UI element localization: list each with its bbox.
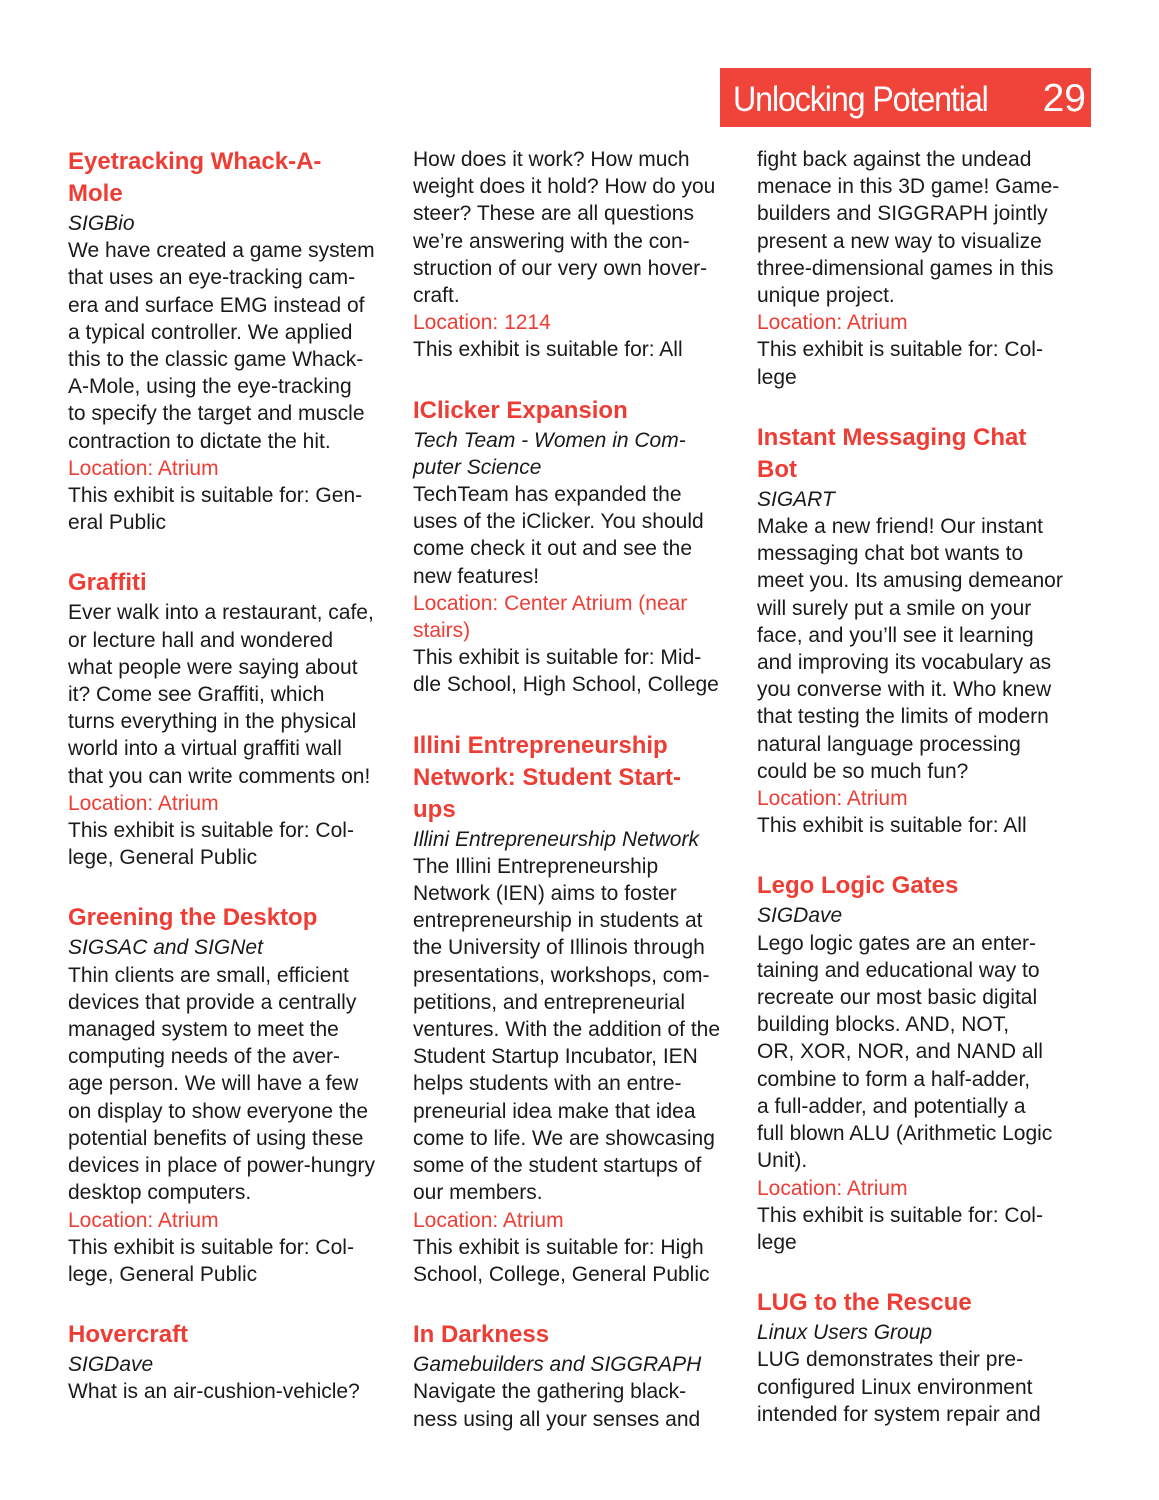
exhibit-description-line: builders and SIGGRAPH jointly xyxy=(757,202,1048,226)
page-number: 29 xyxy=(1042,77,1086,120)
exhibit-title-line: Instant Messaging Chat xyxy=(757,423,1027,451)
exhibit-entry xyxy=(68,146,408,536)
exhibit-suitability xyxy=(757,812,1097,839)
exhibit-description-line: new features! xyxy=(413,564,540,588)
exhibit-description-line: Network (IEN) aims to foster xyxy=(413,882,677,906)
exhibit-location xyxy=(757,309,1097,336)
exhibit-organization xyxy=(413,427,753,481)
exhibit-title-line: Mole xyxy=(68,180,123,207)
exhibit-description-line: We have created a game system xyxy=(68,239,375,263)
exhibit-suitability xyxy=(68,1234,408,1288)
exhibit-organization-line: Illini Entrepreneurship Network xyxy=(413,827,699,851)
exhibit-description-line: will surely put a smile on your xyxy=(757,596,1032,620)
exhibit-description-line: contraction to dictate the hit. xyxy=(68,429,331,453)
exhibit-suitability-line: This exhibit is suitable for: Col- xyxy=(68,819,354,843)
exhibit-suitability xyxy=(413,336,753,363)
exhibit-description-line: era and surface EMG instead of xyxy=(68,293,365,317)
exhibit-suitability-line: lege, General Public xyxy=(68,1262,258,1286)
exhibit-description-line: desktop computers. xyxy=(68,1181,252,1205)
exhibit-description xyxy=(68,599,408,789)
section-title: Unlocking Potential xyxy=(733,80,988,119)
exhibit-description-line: What is an air-cushion-vehicle? xyxy=(68,1380,360,1404)
column-3 xyxy=(757,146,1097,1459)
exhibit-organization xyxy=(757,486,1097,513)
exhibit-description-line: meet you. Its amusing demeanor xyxy=(757,569,1063,593)
exhibit-title-line: ups xyxy=(413,795,456,823)
exhibit-location-line: Location: Atrium xyxy=(68,791,219,815)
exhibit-location xyxy=(68,790,408,817)
exhibit-description-line: on display to show everyone the xyxy=(68,1099,369,1123)
exhibit-description-line: come check it out and see the xyxy=(413,537,692,561)
column-2 xyxy=(413,146,753,1464)
exhibit-description xyxy=(68,237,408,455)
exhibit-suitability-line: This exhibit is suitable for: Col- xyxy=(757,1203,1043,1227)
exhibit-description-line: recreate our most basic digital xyxy=(757,986,1038,1010)
exhibit-title xyxy=(68,146,408,210)
exhibit-entry xyxy=(757,1287,1097,1428)
exhibit-suitability xyxy=(68,817,408,871)
exhibit-title xyxy=(413,730,753,826)
exhibit-title xyxy=(413,395,753,427)
exhibit-title-line: Greening the Desktop xyxy=(68,904,318,932)
exhibit-location-line: Location: 1214 xyxy=(413,311,551,335)
exhibit-organization-line: Linux Users Group xyxy=(757,1321,933,1345)
exhibit-description-line: devices that provide a centrally xyxy=(68,990,357,1014)
exhibit-location xyxy=(68,455,408,482)
exhibit-organization-line: SIGDave xyxy=(757,904,843,928)
exhibit-title xyxy=(757,1287,1097,1319)
exhibit-description-line: preneurial idea make that idea xyxy=(413,1099,696,1123)
exhibit-organization-line: Tech Team - Women in Com- xyxy=(413,428,686,452)
exhibit-description xyxy=(757,1346,1097,1428)
exhibit-description-line: could be so much fun? xyxy=(757,759,969,783)
exhibit-description-line: taining and educational way to xyxy=(757,958,1040,982)
exhibit-description-line: world into a virtual graffiti wall xyxy=(68,737,342,761)
exhibit-description-line: weight does it hold? How do you xyxy=(413,175,716,199)
exhibit-description-line: face, and you’ll see it learning xyxy=(757,623,1034,647)
exhibit-description-line: How does it work? How much xyxy=(413,148,690,171)
exhibit-title-line: Eyetracking Whack-A- xyxy=(68,148,322,175)
exhibit-suitability-line: lege xyxy=(757,1230,797,1254)
exhibit-description-line: ventures. With the addition of the xyxy=(413,1018,721,1042)
exhibit-description-line: steer? These are all questions xyxy=(413,202,694,226)
exhibit-suitability-line: This exhibit is suitable for: All xyxy=(413,338,683,362)
exhibit-description-line: what people were saying about xyxy=(68,655,358,679)
exhibit-entry xyxy=(757,422,1097,840)
exhibit-location xyxy=(757,785,1097,812)
exhibit-title-line: Network: Student Start- xyxy=(413,763,682,791)
exhibit-suitability-line: This exhibit is suitable for: Mid- xyxy=(413,646,702,670)
exhibit-description-line: menace in this 3D game! Game- xyxy=(757,175,1060,199)
exhibit-description-line: full blown ALU (Arithmetic Logic xyxy=(757,1122,1053,1146)
exhibit-description-line: it? Come see Graffiti, which xyxy=(68,683,325,707)
exhibit-location-line: Location: Atrium xyxy=(757,787,908,811)
exhibit-location-line: Location: Atrium xyxy=(413,1208,564,1232)
exhibit-organization xyxy=(68,934,408,961)
exhibit-organization-line: SIGSAC and SIGNet xyxy=(68,936,263,960)
exhibit-title-line: Lego Logic Gates xyxy=(757,872,959,900)
exhibit-title-line: Graffiti xyxy=(68,569,147,597)
exhibit-description-line: or lecture hall and wondered xyxy=(68,628,334,652)
exhibit-description-line: three-dimensional games in this xyxy=(757,256,1054,280)
exhibit-suitability-line: eral Public xyxy=(68,511,167,535)
exhibit-organization-line: SIGBio xyxy=(68,212,135,235)
exhibit-location xyxy=(413,590,753,644)
exhibit-description-line: A-Mole, using the eye-tracking xyxy=(68,375,352,399)
exhibit-suitability-line: dle School, High School, College xyxy=(413,673,719,697)
exhibit-description xyxy=(757,513,1097,785)
exhibit-entry xyxy=(413,730,753,1288)
exhibit-description-line: Ever walk into a restaurant, cafe, xyxy=(68,601,374,625)
exhibit-description-line: you converse with it. Who knew xyxy=(757,678,1052,702)
exhibit-description-line: a full-adder, and potentially a xyxy=(757,1094,1026,1118)
exhibit-description-line: Thin clients are small, efficient xyxy=(68,963,349,987)
exhibit-location-line: Location: Atrium xyxy=(68,1208,219,1232)
exhibit-description-line: the University of Illinois through xyxy=(413,936,705,960)
exhibit-organization xyxy=(757,1319,1097,1346)
exhibit-description-line: OR, XOR, NOR, and NAND all xyxy=(757,1040,1043,1064)
exhibit-description-line: present a new way to visualize xyxy=(757,229,1042,253)
exhibit-suitability xyxy=(757,1202,1097,1256)
exhibit-description-line: presentations, workshops, com- xyxy=(413,963,710,987)
exhibit-description-line: uses of the iClicker. You should xyxy=(413,510,704,534)
exhibit-organization-line: SIGDave xyxy=(68,1353,154,1377)
exhibit-description-line: come to life. We are showcasing xyxy=(413,1126,715,1150)
exhibit-description-line: age person. We will have a few xyxy=(68,1072,359,1096)
exhibit-title xyxy=(757,422,1097,486)
exhibit-description-line: devices in place of power-hungry xyxy=(68,1154,376,1178)
exhibit-suitability xyxy=(757,336,1097,390)
exhibit-suitability xyxy=(68,482,408,536)
exhibit-description-line: combine to form a half-adder, xyxy=(757,1067,1031,1091)
exhibit-description-line: building blocks. AND, NOT, xyxy=(757,1013,1010,1037)
column-1 xyxy=(68,146,408,1437)
exhibit-description-line: Unit). xyxy=(757,1149,808,1173)
exhibit-description-line: configured Linux environment xyxy=(757,1375,1033,1399)
exhibit-description-line: a typical controller. We applied xyxy=(68,320,353,344)
exhibit-description-line: LUG demonstrates their pre- xyxy=(757,1348,1024,1372)
exhibit-description-line: Make a new friend! Our instant xyxy=(757,515,1043,539)
exhibit-description xyxy=(413,1378,753,1432)
exhibit-description-line: to specify the target and muscle xyxy=(68,402,365,426)
exhibit-organization-line: Gamebuilders and SIGGRAPH xyxy=(413,1353,702,1377)
exhibit-organization xyxy=(413,1351,753,1378)
exhibit-description-line: struction of our very own hover- xyxy=(413,256,708,280)
exhibit-title-line: Hovercraft xyxy=(68,1321,189,1349)
exhibit-suitability-line: This exhibit is suitable for: Col- xyxy=(68,1235,354,1259)
exhibit-entry xyxy=(413,395,753,699)
exhibit-description-line: craft. xyxy=(413,284,460,308)
exhibit-description-line: fight back against the undead xyxy=(757,148,1032,171)
exhibit-description xyxy=(413,853,753,1207)
exhibit-description xyxy=(757,930,1097,1175)
exhibit-organization-line: puter Science xyxy=(413,455,542,479)
exhibit-entry xyxy=(68,567,408,871)
exhibit-description-line: and improving its vocabulary as xyxy=(757,651,1052,675)
exhibit-entry xyxy=(413,146,753,364)
exhibit-suitability-line: This exhibit is suitable for: Col- xyxy=(757,338,1043,362)
exhibit-location xyxy=(413,1207,753,1234)
exhibit-organization xyxy=(68,210,408,237)
exhibit-organization-line: SIGART xyxy=(757,487,835,511)
exhibit-description-line: Student Startup Incubator, IEN xyxy=(413,1045,698,1069)
exhibit-suitability xyxy=(413,1234,753,1288)
exhibit-entry xyxy=(68,902,408,1288)
exhibit-description xyxy=(68,962,408,1207)
exhibit-description-line: that testing the limits of modern xyxy=(757,705,1049,729)
exhibit-title xyxy=(68,1319,408,1351)
exhibit-description-line: Navigate the gathering black- xyxy=(413,1380,687,1404)
exhibit-description xyxy=(68,1378,408,1405)
exhibit-suitability-line: This exhibit is suitable for: High xyxy=(413,1235,704,1259)
exhibit-description-line: unique project. xyxy=(757,284,895,308)
exhibit-description-line: that you can write comments on! xyxy=(68,764,371,788)
exhibit-description-line: we’re answering with the con- xyxy=(413,229,690,253)
exhibit-title xyxy=(68,567,408,599)
exhibit-suitability-line: School, College, General Public xyxy=(413,1262,710,1286)
exhibit-description-line: that uses an eye-tracking cam- xyxy=(68,266,356,290)
exhibit-suitability-line: This exhibit is suitable for: Gen- xyxy=(68,484,363,508)
exhibit-location-line: Location: Atrium xyxy=(757,1176,908,1200)
exhibit-title-line: LUG to the Rescue xyxy=(757,1289,972,1317)
exhibit-description-line: helps students with an entre- xyxy=(413,1072,682,1096)
exhibit-description-line: computing needs of the aver- xyxy=(68,1045,340,1069)
exhibit-entry xyxy=(757,146,1097,391)
exhibit-title-line: IClicker Expansion xyxy=(413,396,628,424)
exhibit-suitability-line: lege, General Public xyxy=(68,846,258,870)
exhibit-location xyxy=(757,1175,1097,1202)
exhibit-suitability-line: lege xyxy=(757,365,797,389)
exhibit-title xyxy=(757,870,1097,902)
exhibit-description-line: entrepreneurship in students at xyxy=(413,909,703,933)
exhibit-location-line: stairs) xyxy=(413,619,471,643)
exhibit-description-line: potential benefits of using these xyxy=(68,1126,364,1150)
exhibit-entry xyxy=(757,870,1097,1256)
exhibit-location-line: Location: Atrium xyxy=(757,311,908,335)
exhibit-suitability-line: This exhibit is suitable for: All xyxy=(757,814,1027,838)
exhibit-description-line: Lego logic gates are an enter- xyxy=(757,931,1037,955)
exhibit-description-line: The Illini Entrepreneurship xyxy=(413,854,659,878)
exhibit-description xyxy=(757,146,1097,309)
exhibit-description-line: intended for system repair and xyxy=(757,1402,1041,1426)
exhibit-description-line: petitions, and entrepreneurial xyxy=(413,990,686,1014)
exhibit-organization xyxy=(68,1351,408,1378)
exhibit-description-line: ness using all your senses and xyxy=(413,1407,701,1431)
exhibit-organization xyxy=(413,826,753,853)
exhibit-location xyxy=(413,309,753,336)
exhibit-organization xyxy=(757,902,1097,929)
exhibit-title-line: In Darkness xyxy=(413,1321,550,1349)
exhibit-description-line: our members. xyxy=(413,1181,543,1205)
exhibit-suitability xyxy=(413,644,753,698)
exhibit-entry xyxy=(413,1319,753,1433)
exhibit-title xyxy=(68,902,408,934)
exhibit-description-line: turns everything in the physical xyxy=(68,710,357,734)
exhibit-description-line: messaging chat bot wants to xyxy=(757,542,1024,566)
exhibit-description-line: some of the student startups of xyxy=(413,1154,702,1178)
exhibit-title-line: Bot xyxy=(757,455,797,483)
exhibit-description-line: natural language processing xyxy=(757,732,1021,756)
exhibit-description-line: TechTeam has expanded the xyxy=(413,483,682,507)
exhibit-location-line: Location: Center Atrium (near xyxy=(413,591,688,615)
exhibit-title xyxy=(413,1319,753,1351)
exhibit-location xyxy=(68,1207,408,1234)
exhibit-location-line: Location: Atrium xyxy=(68,456,219,480)
exhibit-description-line: this to the classic game Whack- xyxy=(68,348,364,372)
page-header xyxy=(720,68,1091,127)
exhibit-description xyxy=(413,146,753,309)
exhibit-title-line: Illini Entrepreneurship xyxy=(413,731,668,759)
exhibit-description-line: managed system to meet the xyxy=(68,1018,339,1042)
exhibit-description xyxy=(413,481,753,590)
exhibit-entry xyxy=(68,1319,408,1405)
